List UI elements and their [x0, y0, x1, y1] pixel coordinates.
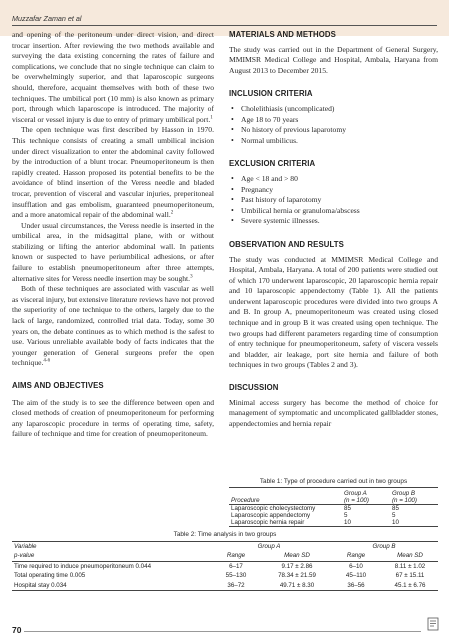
citation-ref: 3: [190, 274, 193, 280]
table-header: Group B: [390, 488, 438, 498]
table-row: [12, 561, 438, 571]
section-heading-exclusion: EXCLUSION CRITERIA: [229, 159, 316, 169]
table-subheader-row: [12, 551, 438, 561]
table-header: Procedure: [231, 497, 260, 504]
left-column: [12, 30, 214, 440]
section-heading-inclusion: INCLUSION CRITERIA: [229, 89, 313, 99]
paragraph: [12, 125, 214, 220]
section-heading-observation: OBSERVATION AND RESULTS: [229, 239, 344, 249]
table-cell: 8.11 ± 1.02: [394, 562, 426, 570]
table-cell: 9.17 ± 2.86: [281, 562, 313, 570]
inclusion-list: [229, 104, 438, 146]
table-cell: 6–17: [229, 562, 243, 570]
table-header: Group A: [342, 488, 390, 498]
table-header: Group A: [208, 542, 330, 552]
table-cell: 5: [392, 512, 396, 519]
table-subheader: (n = 100): [344, 497, 369, 504]
table-row: [229, 505, 438, 513]
exclusion-list: [229, 174, 438, 227]
observation-paragraph: The study was conducted at MMIMSR Medical College and Hospital, Ambala, Haryana. A total of 200 patients were studied out of which 170 underwent laparoscopic, 20 laparoscopic hernia repair and 10 laparoscopic appendectomy (Table 1). All the patients underwent laparoscopic procedures were divided into two groups A and B. In group A, pneumoperitoneum was created using closed technique and in group B it was created using open technique. The two groups had different parameters regarding time of consumption of entry technique for pneumoperitoneum, safety of viscera vessels and bladder, air leakage, port site hernia and failure of both techniques in two groups (Tables 2 and 3).: [229, 254, 438, 370]
table-subheader: Mean SD: [264, 551, 330, 561]
list-item: • Pregnancy: [229, 185, 438, 196]
table-2: [12, 541, 438, 591]
table-cell: Hospital stay 0.034: [12, 581, 208, 591]
table-header: Variable: [12, 542, 208, 552]
section-heading-discussion: DISCUSSION: [229, 383, 279, 393]
list-item: • Severe systemic illnesses.: [229, 216, 438, 227]
page-number: 70: [12, 625, 22, 635]
table-cell: 6–10: [349, 562, 363, 570]
discussion-paragraph: Minimal access surgery has become the method of choice for management of symptomatic and uncomplicated gallbladder stones, appendectomies and hernia repair: [229, 397, 438, 428]
paragraph-text: Under usual circumstances, the Veress needle is inserted in the umbilical area, in the midsagittal plane, with or without stabilizing or lifting the anterior abdominal wall. In patients known or suspected to have periumbilical adhesions, or after failure to establish pneumoperitoneum after three attempts, alternative sites for Veress needle insertion may be sought.: [12, 220, 214, 283]
citation-ref: 1: [210, 115, 213, 121]
table-cell: 45–110: [345, 572, 367, 580]
header-rule: [12, 25, 437, 26]
table-cell: 36–72: [208, 581, 264, 591]
aims-paragraph: The aim of the study is to see the difference between open and closed methods of creation of pneumoperitoneum for performing any laparoscopic procedure in terms of operating time, safety, failure of technique and time for creation of pneumoperitoneum.: [12, 397, 214, 439]
table-cell: 78.34 ± 21.59: [278, 572, 316, 580]
table-row: [229, 519, 438, 527]
table-cell: Laparoscopic appendectomy: [231, 512, 311, 519]
table-subheader: Mean SD: [382, 551, 438, 561]
publisher-logo-icon: [427, 617, 439, 631]
methods-paragraph: The study was carried out in the Department of General Surgery, MMIMSR Medical College and Hospital, Ambala, Haryana from August 2013 to December 2015.: [229, 44, 438, 75]
list-item: • Age < 18 and > 80: [229, 174, 438, 185]
table-header: Group B: [330, 542, 438, 552]
table-1-grid: [229, 487, 438, 527]
right-column: [229, 30, 438, 429]
table-cell: Laparoscopic hernia repair: [231, 519, 305, 526]
list-item: • Past history of laparotomy: [229, 195, 438, 206]
table-cell: 85: [344, 505, 351, 512]
table-cell: 45.1 ± 6.76: [382, 581, 438, 591]
table-row: [12, 571, 438, 580]
footer-rule: [24, 631, 421, 632]
table-header: [229, 488, 342, 498]
list-item: • Umbilical hernia or granuloma/abscess: [229, 206, 438, 217]
table-cell: 10: [392, 519, 399, 526]
table-header-row: [12, 542, 438, 552]
list-item: • Age 18 to 70 years: [229, 115, 438, 126]
table-subheader: Range: [208, 551, 264, 561]
paragraph: [12, 284, 214, 369]
table-cell: 67 ± 15.11: [395, 572, 425, 580]
paragraph-text: Both of these techniques are associated with vascular as well as visceral injury, but extensive literature reviews have not proved the superiority of one technique to the others, largely due to the lack of large, randomized, controlled trial data. Today, some 30 years on, the debate continues as to which method is the safest to use. Various unreliable available body of facts indicates that the younger generation of General surgeons prefer the open technique.: [12, 284, 214, 368]
running-title: Muzzafar Zaman et al: [12, 14, 82, 23]
paragraph: [12, 30, 214, 125]
table-1: [229, 478, 438, 527]
table-cell: Time required to induce pneumoperitoneum 0.044: [14, 562, 152, 570]
table-subheader: Range: [330, 551, 382, 561]
paragraph: [12, 221, 214, 285]
table-cell: 85: [392, 505, 399, 512]
table-subheader: (n = 100): [392, 497, 417, 504]
table-subheader: p-value: [12, 551, 208, 561]
section-heading-aims: AIMS AND OBJECTIVES: [12, 381, 104, 390]
citation-ref: 2: [170, 210, 174, 216]
table-cell: 55–130: [225, 572, 247, 580]
section-heading-methods: MATERIALS AND METHODS: [229, 30, 336, 39]
list-item: • Cholelithiasis (uncomplicated): [229, 104, 438, 115]
table-row: [12, 581, 438, 591]
table-cell: 36–56: [330, 581, 382, 591]
table-subheader-row: [229, 497, 438, 505]
list-item: • No history of previous laparotomy: [229, 125, 438, 136]
paragraph-text: The open technique was first described by Hasson in 1970. This technique consists of creating a small umbilical incision under direct visualization to enter the abdominal cavity followed by the introduction of a blunt trocar. Pneumoperitoneum is then rapidly created. Hasson proposed its potential benefits to be the avoidance of blind insertion of the Veress needle and bladed trocar, prevention of visceral and vascular injuries, preperitoneal insufflation and gas embolism, guaranteed pneumoperitoneum, and a more anatomical repair of the abdominal wall.: [12, 125, 214, 220]
table-1-caption: Table 1: Type of procedure carried out in two groups: [259, 478, 408, 485]
table-header-row: [229, 488, 438, 498]
citation-ref: 4-6: [43, 358, 51, 364]
table-2-caption: Table 2: Time analysis in two groups: [173, 531, 277, 538]
list-item: • Normal umbilicus.: [229, 136, 438, 147]
table-cell: Laparoscopic cholecystectomy: [231, 505, 316, 512]
table-cell: 5: [344, 512, 348, 519]
table-row: [229, 512, 438, 519]
table-cell: 49.71 ± 8.30: [264, 581, 330, 591]
paragraph-text: and opening of the peritoneum under direct vision, and direct trocar insertion. After reviewing the two methods available and surveying the data existing concerning the rates of failure and complications, we conclude that no single technique can claim to be overwhelmingly superior, and that laparoscopic surgeons should, therefore, acquaint themselves with both of these two techniques. The umbilical port (10 mm) is also known as primary port, through which laparoscope is introduced. The majority of visceral or vessel injury is due to entry of primary umbilical port.: [12, 30, 214, 124]
table-cell: Total operating time 0.005: [14, 572, 86, 580]
table-cell: 10: [344, 519, 351, 526]
